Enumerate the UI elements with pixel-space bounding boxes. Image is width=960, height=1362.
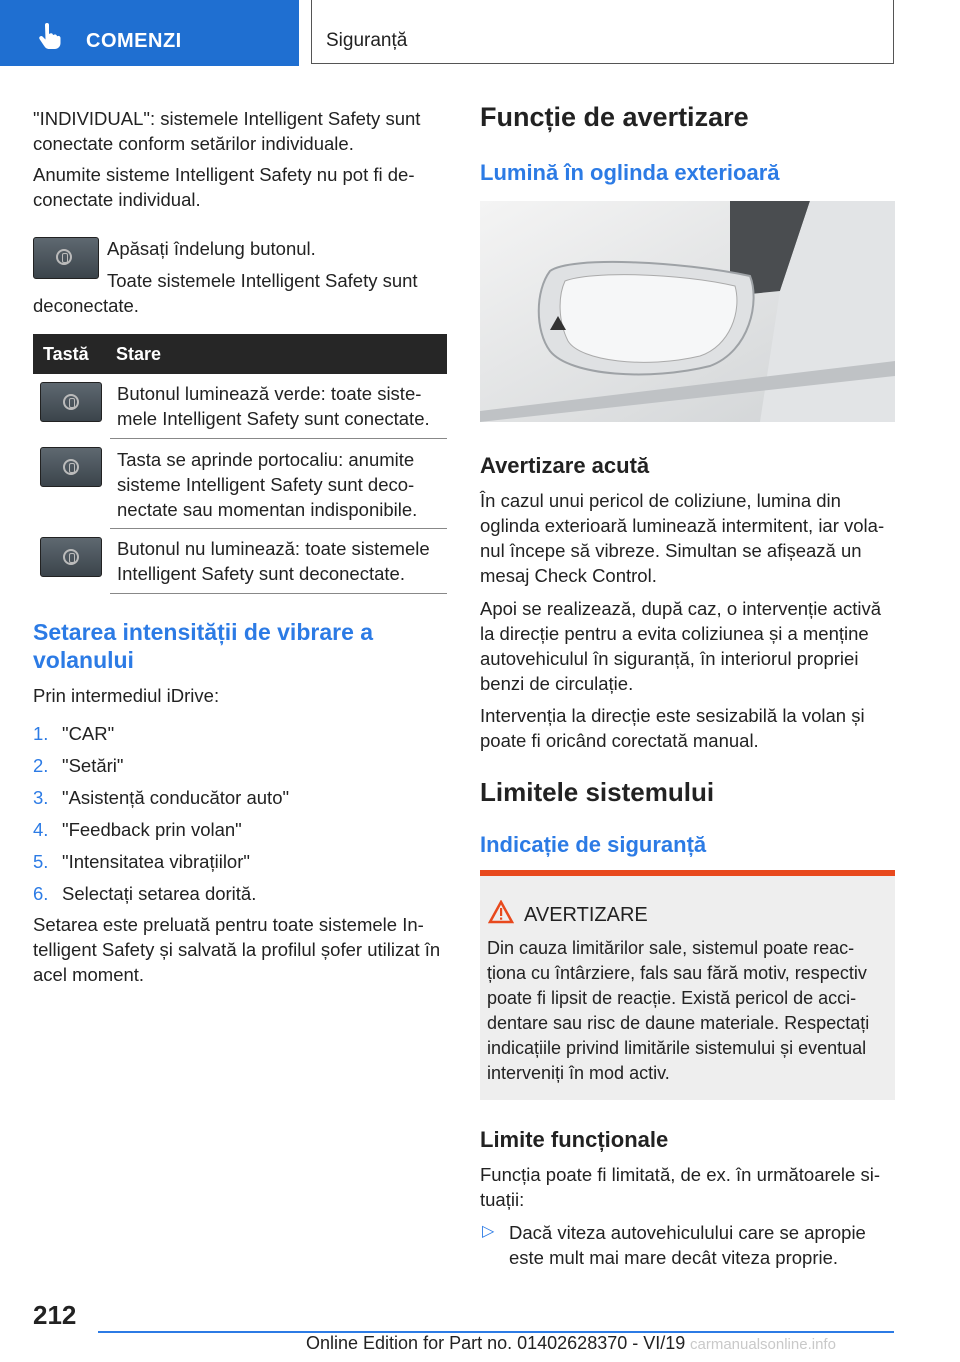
warning-function-title: Funcție de avertizare [480, 102, 749, 132]
table-header [33, 334, 447, 374]
table-row-2-text: Tasta se aprinde portocaliu: anumite sisteme Intelligent Safety sunt deco-nectate sau momentan indisponibile. [117, 449, 418, 520]
table-row-divider [110, 438, 447, 439]
section-tab-siguranta[interactable] [311, 0, 894, 64]
table-header-key: Tastă [43, 344, 89, 364]
table-row-3-text: Butonul nu luminează: toate sistemele Intelligent Safety sunt deconectate. [117, 538, 430, 584]
table-header-state: Stare [116, 344, 162, 364]
safety-button-icon [63, 459, 79, 475]
intro-paragraph-1: "INDIVIDUAL": sistemele Intelligent Safety sunt conectate conform setărilor individuale. [33, 108, 421, 154]
footer-watermark: carmanualsonline.info [690, 1336, 836, 1353]
list-item: 1. "CAR" [33, 723, 115, 744]
functional-limits-heading: Limite funcționale [480, 1127, 669, 1152]
functional-limits-bullet: Dacă viteza autovehiculului care se apropie este mult mai mare decât viteza proprie. [509, 1222, 866, 1268]
table-row-divider [110, 528, 447, 529]
tab-label-comenzi: COMENZI [86, 30, 182, 52]
bullet-triangle-icon: ▷ [482, 1223, 495, 1240]
warning-box [480, 870, 895, 1100]
safety-note-heading: Indicație de siguranță [480, 832, 707, 857]
tab-label-siguranta: Siguranță [326, 30, 408, 51]
vibration-heading: Setarea intensității de vibrare a volanului [33, 619, 374, 673]
steps-list [33, 718, 448, 910]
vibration-outro: Setarea este preluată pentru toate sistemele In-telligent Safety și salvată la profilul șofer utilizat în acel moment. [33, 914, 441, 985]
vibration-intro: Prin intermediul iDrive: [33, 685, 220, 706]
press-instruction: Apăsați îndelung butonul. [107, 238, 316, 259]
safety-button-icon [56, 249, 72, 265]
acute-warning-paragraph-3: Intervenția la direcție este sesizabilă la volan și poate fi oricând corectată manual. [480, 705, 865, 751]
table-row-1-text: Butonul luminează verde: toate siste-mele Intelligent Safety sunt conectate. [117, 383, 430, 429]
list-item: 5. "Intensitatea vibrațiilor" [33, 851, 250, 872]
safety-button-icon [63, 549, 79, 565]
list-item: 3. "Asistență conducător auto" [33, 787, 290, 808]
section-tab-comenzi[interactable] [0, 0, 299, 66]
warning-text: Din cauza limitărilor sale, sistemul poate reac-ționa cu întârziere, fals sau fără motiv, respectiv poate fi lipsit de reacție. Există pericol de acci-dentare sau risc de daune materiale. Respectați indicațiile privind limitările sistemului și eventual interveniți în mod activ. [487, 938, 870, 1083]
table-row-divider [110, 593, 447, 594]
acute-warning-paragraph-1: În cazul unui pericol de coliziune, lumina din oglinda exterioară luminează intermitent, iar vola-nul începe să vibreze. Simultan se afișează un mesaj Check Control. [480, 490, 885, 586]
warning-title: AVERTIZARE [524, 904, 648, 926]
list-item: 2. "Setări" [33, 755, 124, 776]
page-number: 212 [33, 1300, 77, 1330]
functional-limits-intro: Funcția poate fi limitată, de ex. în următoarele si-tuații: [480, 1164, 880, 1210]
intro-paragraph-2: Anumite sisteme Intelligent Safety nu pot fi de-conectate individual. [33, 164, 415, 210]
system-limits-title: Limitele sistemului [480, 777, 715, 807]
footer-edition: Online Edition for Part no. 01402628370 - VI/19 [306, 1333, 686, 1353]
hand-pointer-icon [36, 22, 64, 50]
side-mirror-image [480, 201, 895, 422]
button-image-off [40, 537, 102, 577]
safety-button-icon [63, 394, 79, 410]
button-image-green [40, 382, 102, 422]
acute-warning-heading: Avertizare acută [480, 453, 650, 478]
warning-triangle-icon [488, 900, 514, 924]
mirror-light-heading: Lumină în oglinda exterioară [480, 160, 780, 185]
button-image-orange [40, 447, 102, 487]
list-item: 6. Selectați setarea dorită. [33, 883, 257, 904]
press-result: Toate sistemele Intelligent Safety sunt deconectate. [33, 270, 418, 316]
list-item: 4. "Feedback prin volan" [33, 819, 242, 840]
acute-warning-paragraph-2: Apoi se realizează, după caz, o intervenție activă la direcție pentru a evita coliziunea și a menține autovehiculul în siguranță, în interiorul propriei benzi de circulație. [480, 598, 882, 694]
